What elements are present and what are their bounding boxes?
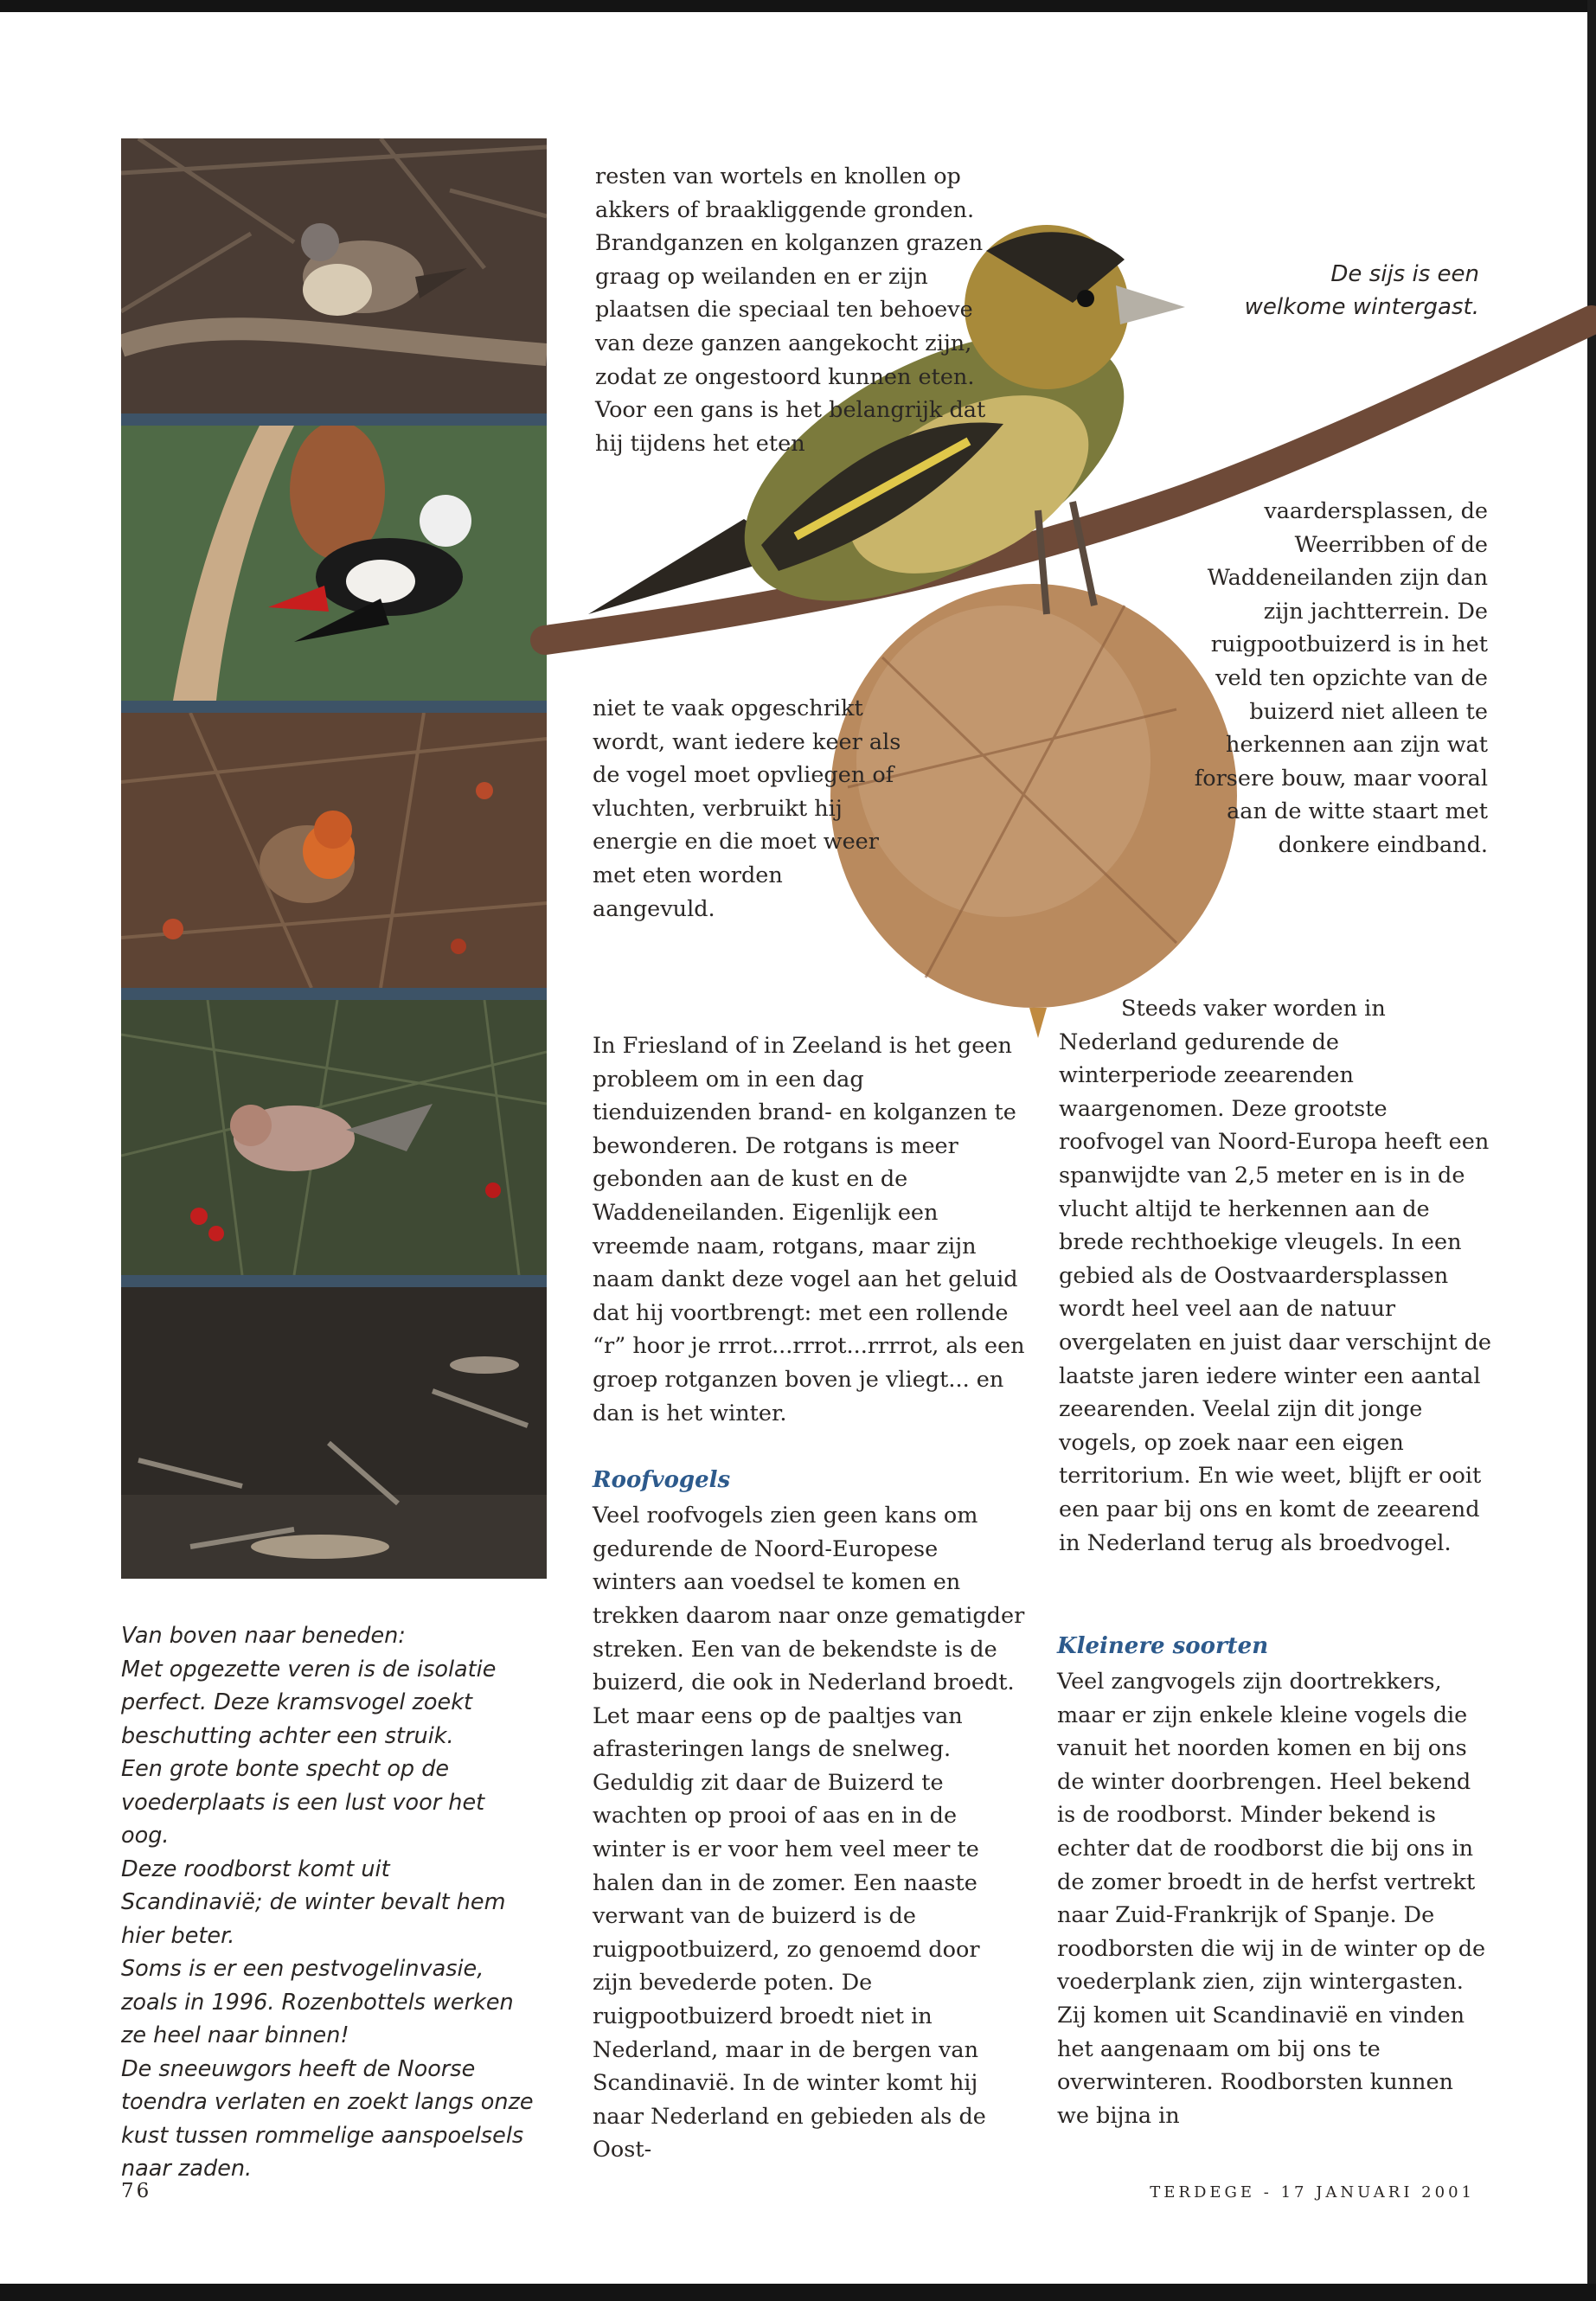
article-col2-bottom xyxy=(593,1029,1025,2167)
article-col3-top xyxy=(1194,495,1488,862)
pull-quote: De sijs is een welkome wintergast. xyxy=(1244,261,1479,320)
caption-item: De sneeuwgors heeft de Noorse toendra verlaten en zoekt langs onze kust tussen rommelige aanspoelsels naar zaden. xyxy=(121,2055,534,2182)
caption-item: Deze roodborst komt uit Scandinavië; de winter bevalt hem hier beter. xyxy=(121,1856,506,1949)
robin-photo xyxy=(121,713,547,988)
photo-caption xyxy=(121,1619,536,2186)
photo-separator xyxy=(121,701,547,713)
article-paragraph: Veel zangvogels zijn doortrekkers, maar er zijn enkele kleine vogels die vanuit het noorden komen en bij ons de winter doorbrengen. Heel bekend is de roodborst. Minder bekend is echter dat de roodborst die bij ons in de zomer broedt in de herfst vertrekt naar Zuid-Frankrijk of Spanje. De roodborsten die wij in de winter op de voederplank zien, zijn wintergasten. Zij komen uit Scandinavië en vinden het aangenaam om bij ons te overwinteren. Roodborsten kunnen we bijna in xyxy=(1057,1669,1486,2129)
caption-item: Een grote bonte specht op de voederplaats is een lust voor het oog. xyxy=(121,1756,485,1849)
section-heading-roofvogels: Roofvogels xyxy=(593,1467,731,1494)
woodpecker-photo xyxy=(121,426,547,701)
section-heading-kleinere-soorten: Kleinere soorten xyxy=(1057,1633,1269,1659)
article-paragraph: In Friesland of in Zeeland is het geen probleem om in een dag tienduizenden brand- en kolganzen te bewonderen. De rotgans is meer gebonden aan de kust en de Waddeneilanden. Eigenlijk een vreemde naam, rotgans, maar zijn naam dankt deze vogel aan het geluid dat hij voortbrengt: met een rollende “r” hoor je rrrot...rrrot...rrrrot, als een groep rotganzen boven je vliegt... en dan is het winter. xyxy=(593,1033,1025,1426)
running-footer: TERDEGE - 17 JANUARI 2001 xyxy=(1150,2183,1475,2202)
article-col3-middle xyxy=(1059,992,1491,1560)
siskin-beak xyxy=(1116,285,1185,324)
snow-bunting-photo xyxy=(121,1287,547,1579)
article-paragraph: Steeds vaker worden in Nederland gedurende de winterperiode zeearenden waargenomen. Deze grootste roofvogel van Noord-Europa heeft een spanwijdte van 2,5 meter en is in de vlucht altijd te herkennen aan de brede rechthoekige vleugels. In een gebied als de Oostvaardersplassen wordt heel veel aan de natuur overgelaten en juist daar verschijnt de laatste jaren iedere winter een aantal zeearenden. Veelal zijn dit jonge vogels, op zoek naar een eigen territorium. En wie weet, blijft er ooit een paar bij ons en komt de zeearend in Nederland terug als broedvogel. xyxy=(1059,996,1491,1556)
photo-separator xyxy=(121,1275,547,1287)
bottom-border xyxy=(0,2284,1596,2301)
waxwing-photo xyxy=(121,1000,547,1275)
caption-item: Soms is er een pestvogelinvasie, zoals in 1996. Rozenbottels werken ze heel naar binnen! xyxy=(121,1956,514,2048)
article-paragraph: niet te vaak opgeschrikt wordt, want iedere keer als de vogel moet opvliegen of vluchten, verbruikt hij energie en die moet weer met eten worden aangevuld. xyxy=(593,695,901,922)
photo-strip xyxy=(121,138,547,1579)
article-paragraph: resten van wortels en knollen op akkers of braakliggende gronden. Brandganzen en kolganzen grazen graag op weilanden en er zijn plaatsen die speciaal ten behoeve van deze ganzen aangekocht zijn, zodat ze ongestoord kunnen eten. Voor een gans is het belangrijk dat hij tijdens het eten xyxy=(595,163,986,457)
page-number: 76 xyxy=(121,2180,152,2202)
caption-intro: Van boven naar beneden: xyxy=(121,1623,406,1649)
article-paragraph: vaardersplassen, de Weerribben of de Waddeneilanden zijn dan zijn jachtterrein. De ruigpootbuizerd is in het veld ten opzichte van de buizerd niet alleen te herkennen aan zijn wat forsere bouw, maar vooral aan de witte staart met donkere eindband. xyxy=(1194,498,1488,858)
fieldfare-photo xyxy=(121,138,547,413)
photo-separator xyxy=(121,988,547,1000)
article-col2-middle xyxy=(593,692,1016,926)
caption-item: Met opgezette veren is de isolatie perfect. Deze kramsvogel zoekt beschutting achter een struik. xyxy=(121,1656,497,1749)
article-col3-bottom xyxy=(1057,1631,1490,2132)
article-paragraph: Veel roofvogels zien geen kans om gedurende de Noord-Europese winters aan voedsel te komen en trekken daarom naar onze gematigder streken. Een van de bekendste is de buizerd, die ook in Nederland broedt. Let maar eens op de paaltjes van afrasteringen langs de snelweg. Geduldig zit daar de Buizerd te wachten op prooi of aas en in de winter is er voor hem veel meer te halen dan in de zomer. Een naaste verwant van de buizerd is de ruigpootbuizerd, zo genoemd door zijn bevederde poten. De ruigpootbuizerd broedt niet in Nederland, maar in de bergen van Scandinavië. In de winter komt hij naar Nederland en gebieden als de Oost- xyxy=(593,1503,1025,2163)
photo-separator xyxy=(121,413,547,426)
top-border xyxy=(0,0,1596,12)
article-col2-top xyxy=(595,160,1028,460)
